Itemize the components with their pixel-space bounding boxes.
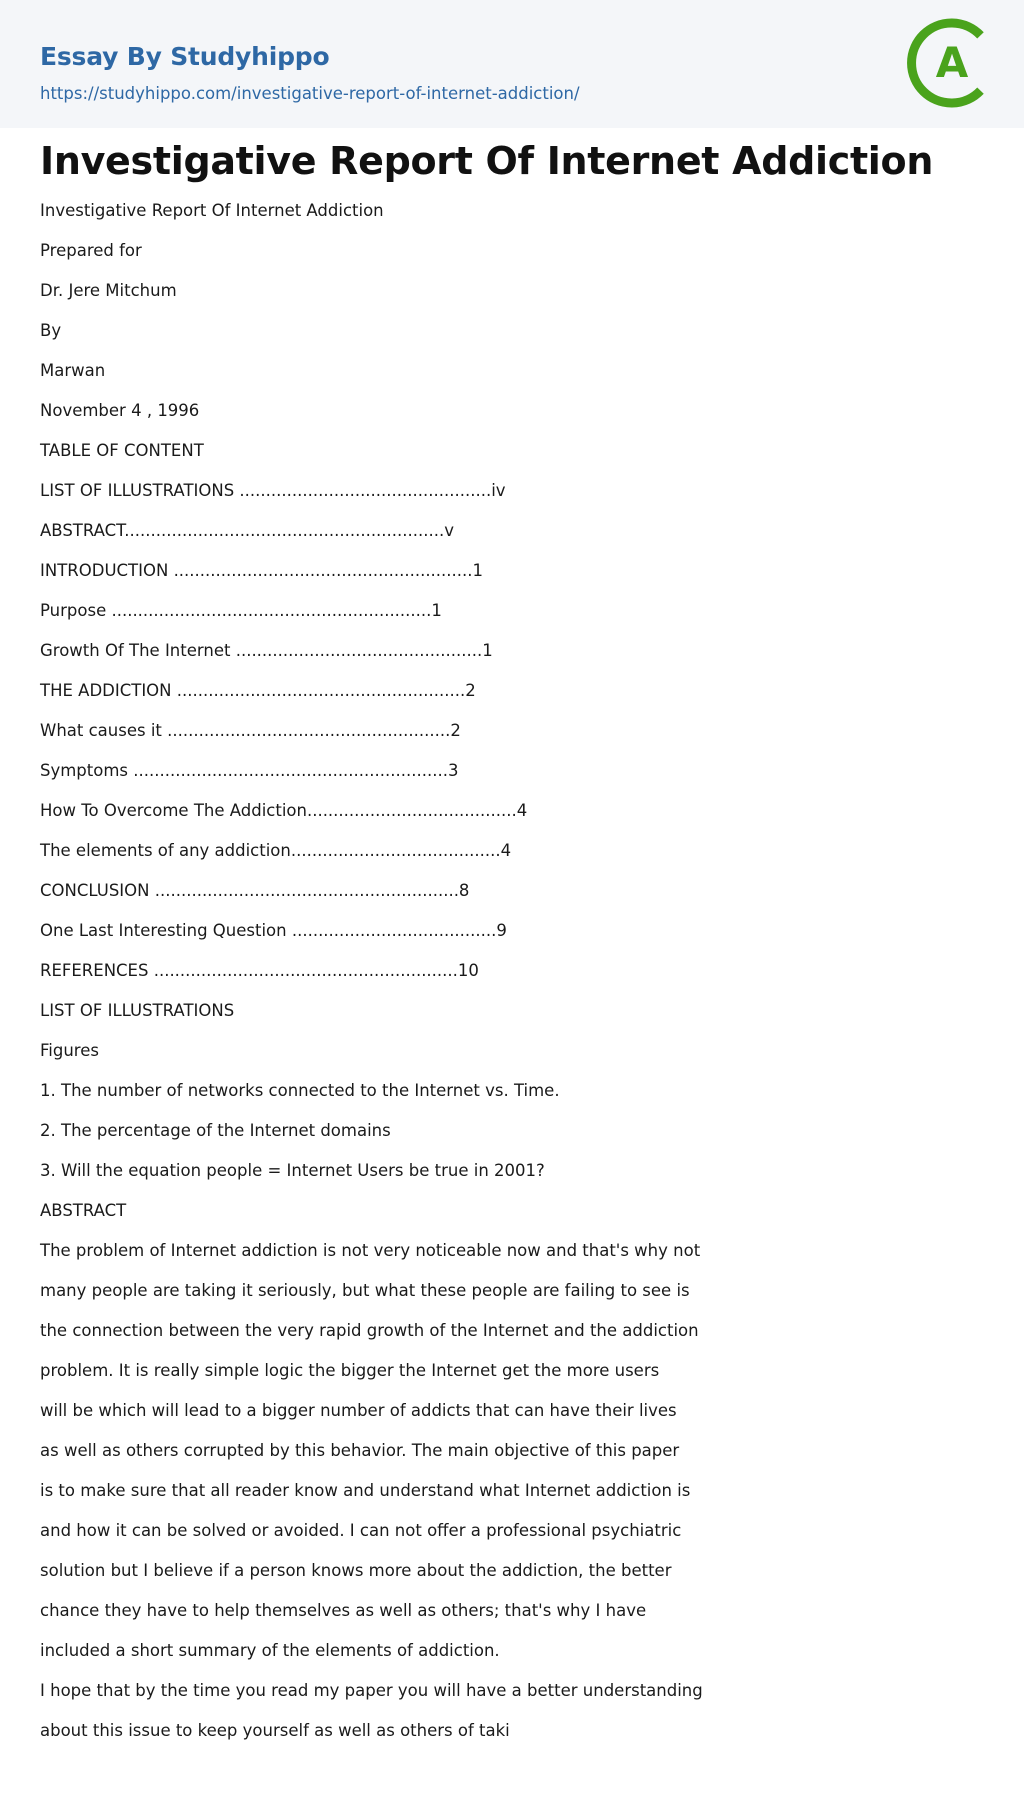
document-line: What causes it ......................................................2 [40,721,461,740]
document-line: 1. The number of networks connected to the Internet vs. Time. [40,1081,560,1100]
document-line: LIST OF ILLUSTRATIONS ................................................iv [40,481,506,500]
source-url-link[interactable]: https://studyhippo.com/investigative-report-of-internet-addiction/ [40,84,580,103]
document-line: LIST OF ILLUSTRATIONS [40,1001,235,1020]
logo-letter: A [935,38,969,87]
studyhippo-logo-icon[interactable] [906,17,998,109]
document-line: TABLE OF CONTENT [40,441,204,460]
document-line: is to make sure that all reader know and understand what Internet addiction is [40,1481,691,1500]
site-brand[interactable]: Essay By Studyhippo [40,42,330,71]
document-line: and how it can be solved or avoided. I can not offer a professional psychiatric [40,1521,682,1540]
document-line: Symptoms ............................................................3 [40,761,459,780]
document-line: the connection between the very rapid growth of the Internet and the addiction [40,1321,699,1340]
document-line: Investigative Report Of Internet Addiction [40,201,384,220]
document-line: CONCLUSION ..........................................................8 [40,881,470,900]
document-line: Marwan [40,361,106,380]
document-line: 2. The percentage of the Internet domains [40,1121,391,1140]
document-line: The elements of any addiction........................................4 [40,841,512,860]
document-line: The problem of Internet addiction is not very noticeable now and that's why not [40,1241,701,1260]
document-line: 3. Will the equation people = Internet Users be true in 2001? [40,1161,545,1180]
document-line: I hope that by the time you read my paper you will have a better understanding [40,1681,703,1700]
document-line: will be which will lead to a bigger number of addicts that can have their lives [40,1401,677,1420]
document-body [40,128,980,1756]
document-line: How To Overcome The Addiction........................................4 [40,801,528,820]
document-line: ABSTRACT [40,1201,127,1220]
site-header [0,0,1024,128]
page-title: Investigative Report Of Internet Addiction [40,139,934,183]
document-line: Purpose .............................................................1 [40,601,442,620]
document-line: about this issue to keep yourself as well as others of taki [40,1721,510,1740]
document-line: REFERENCES ..........................................................10 [40,961,479,980]
document-line: as well as others corrupted by this behavior. The main objective of this paper [40,1441,680,1460]
document-line: solution but I believe if a person knows more about the addiction, the better [40,1561,672,1580]
document-line: included a short summary of the elements of addiction. [40,1641,500,1660]
document-line: Growth Of The Internet ...............................................1 [40,641,493,660]
document-line: THE ADDICTION .......................................................2 [40,681,476,700]
document-line: Figures [40,1041,99,1060]
document-line: By [40,321,62,340]
document-line: Prepared for [40,241,142,260]
document-line: November 4 , 1996 [40,401,200,420]
document-line: many people are taking it seriously, but what these people are failing to see is [40,1281,690,1300]
document-line: INTRODUCTION .........................................................1 [40,561,484,580]
document-line: problem. It is really simple logic the bigger the Internet get the more users [40,1361,660,1380]
document-line: chance they have to help themselves as well as others; that's why I have [40,1601,647,1620]
document-lines [40,196,980,1756]
document-line: ABSTRACT.............................................................v [40,521,455,540]
document-line: Dr. Jere Mitchum [40,281,177,300]
document-line: One Last Interesting Question .......................................9 [40,921,507,940]
